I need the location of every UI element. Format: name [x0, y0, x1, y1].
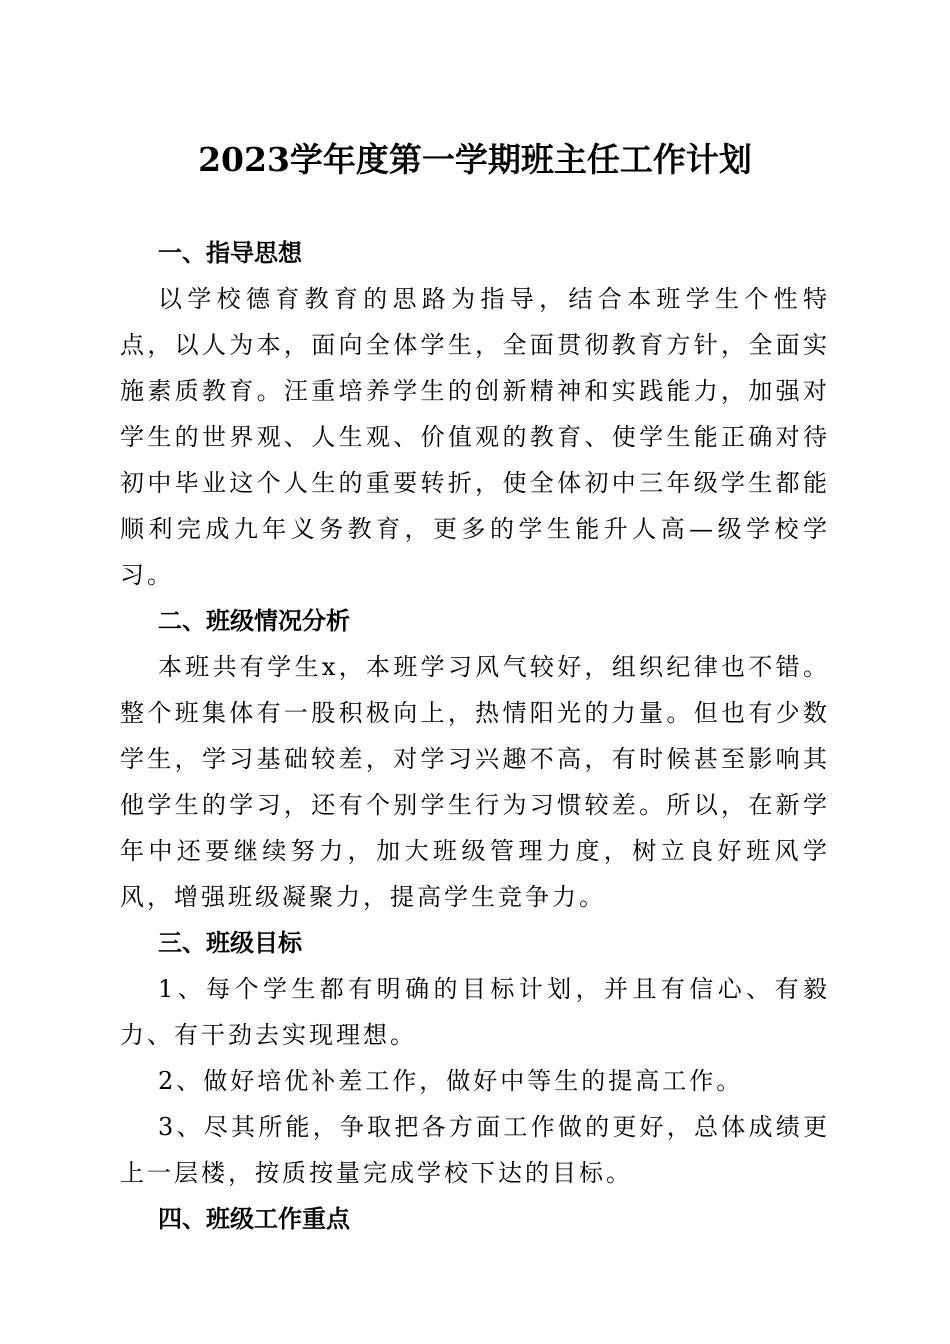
- document-body: [120, 230, 830, 1242]
- document-title: 2023学年度第一学期班主任工作计划: [198, 140, 752, 179]
- section-heading-class-goals: 三、班级目标: [158, 929, 302, 957]
- section-heading-work-focus: 四、班级工作重点: [158, 1205, 350, 1233]
- paragraph-goal-2: 2、做好培优补差工作，做好中等生的提高工作。: [158, 1067, 744, 1095]
- paragraph-class-analysis: 本班共有学生x，本班学习风气较好，组织纪律也不错。整个班集体有一股积极向上，热情阳光的力量。但也有少数学生，学习基础较差，对学习兴趣不高，有时候甚至影响其他学生的学习，还有个别学生行为习惯较差。所以，在新学年中还要继续努力，加大班级管理力度，树立良好班风学风，增强班级凝聚力，提高学生竞争力。: [120, 653, 830, 911]
- section-heading-guiding-ideology: 一、指导思想: [158, 239, 302, 267]
- section-heading-class-analysis: 二、班级情况分析: [158, 607, 350, 635]
- paragraph-guiding-ideology: 以学校德育教育的思路为指导，结合本班学生个性特点，以人为本，面向全体学生，全面贯彻教育方针，全面实施素质教育。汪重培养学生的创新精神和实践能力，加强对学生的世界观、人生观、价值观的教育、使学生能正确对待初中毕业这个人生的重要转折，使全体初中三年级学生都能顺利完成九年义务教育，更多的学生能升人高—级学校学习。: [120, 285, 830, 589]
- paragraph-goal-3: 3、尽其所能，争取把各方面工作做的更好，总体成绩更上一层楼，按质按量完成学校下达的目标。: [120, 1113, 830, 1187]
- paragraph-goal-1: 1、每个学生都有明确的目标计划，并且有信心、有毅力、有干劲去实现理想。: [120, 975, 830, 1049]
